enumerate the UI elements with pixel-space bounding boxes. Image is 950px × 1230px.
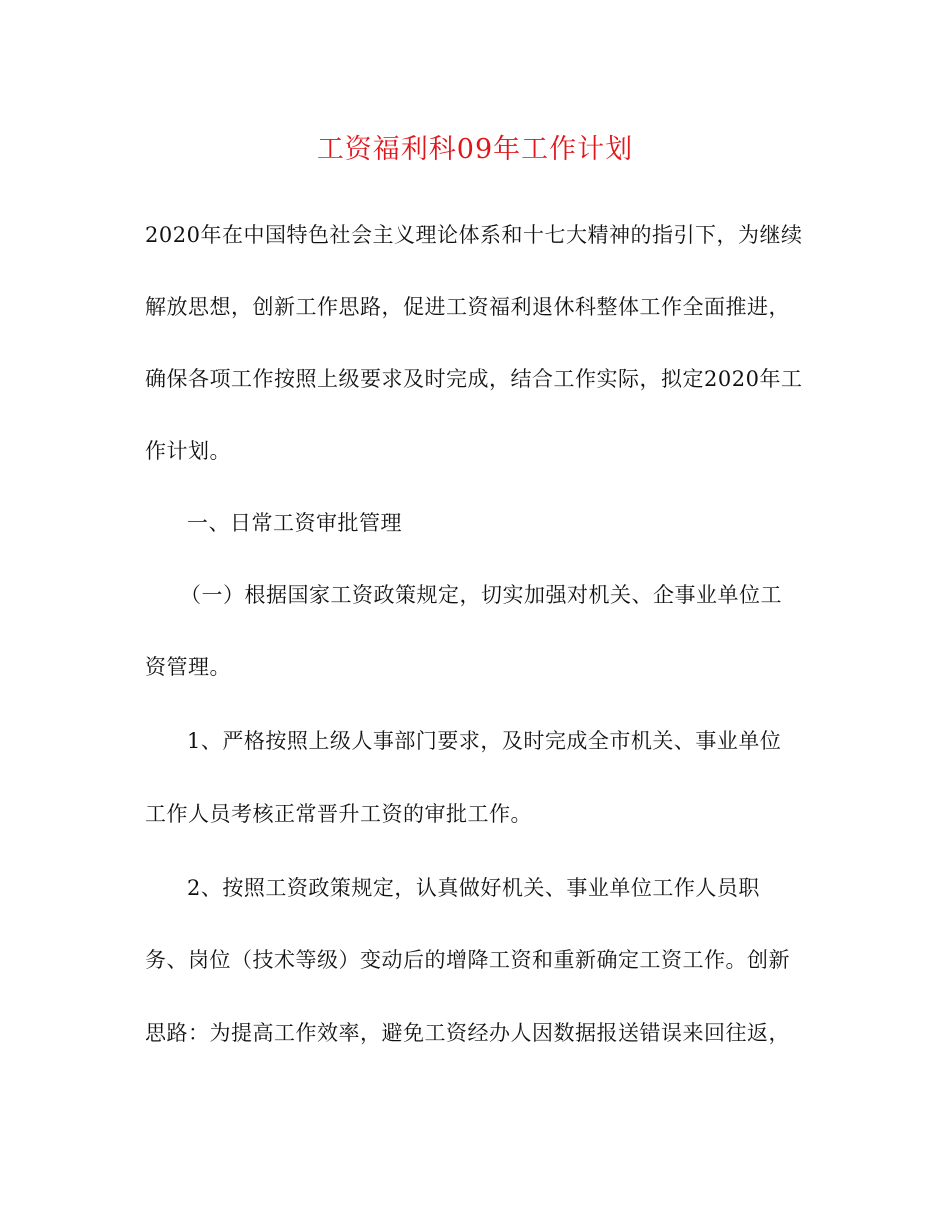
paragraph-line: 工作人员考核正常晋升工资的审批工作。 — [145, 802, 532, 826]
paragraph-line: 1、严格按照上级人事部门要求，及时完成全市机关、事业单位 — [187, 729, 782, 753]
section-heading: 一、日常工资审批管理 — [187, 511, 402, 535]
paragraph-line: 确保各项工作按照上级要求及时完成，结合工作实际，拟定2020年工 — [145, 367, 803, 391]
paragraph-line: 2020年在中国特色社会主义理论体系和十七大精神的指引下，为继续 — [145, 223, 803, 247]
paragraph-line: 资管理。 — [145, 655, 231, 679]
paragraph-line: （一）根据国家工资政策规定，切实加强对机关、企事业单位工 — [180, 583, 782, 607]
paragraph-line: 思路：为提高工作效率，避免工资经办人因数据报送错误来回往返， — [145, 1021, 790, 1045]
paragraph-line: 作计划。 — [145, 439, 231, 463]
paragraph-line: 务、岗位（技术等级）变动后的增降工资和重新确定工资工作。创新 — [145, 948, 790, 972]
paragraph-line: 2、按照工资政策规定，认真做好机关、事业单位工作人员职 — [187, 876, 760, 900]
paragraph-line: 解放思想，创新工作思路，促进工资福利退休科整体工作全面推进， — [145, 295, 790, 319]
document-title: 工资福利科09年工作计划 — [316, 134, 634, 165]
